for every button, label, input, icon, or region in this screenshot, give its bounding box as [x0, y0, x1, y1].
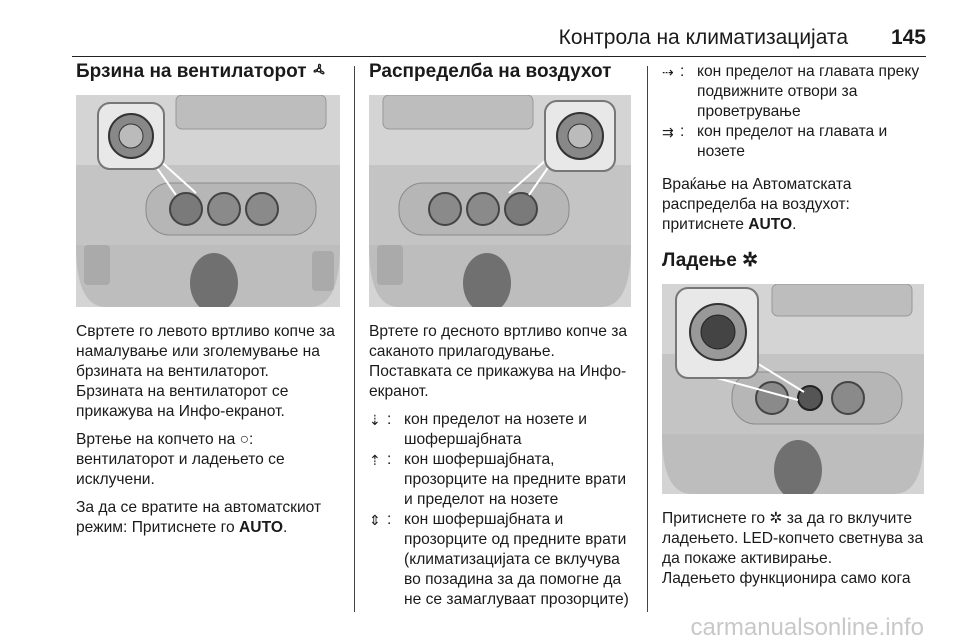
paragraph: Притиснете го ✲ за да го вклучите ладењето. LED-копчето светнува за да покаже активирање.: [662, 510, 924, 567]
air-distribution-heading: Распределба на воздухот: [369, 61, 612, 82]
page-title: Контрола на климатизацијата: [558, 26, 848, 49]
paragraph: Поставката се прикажува на Инфо-екранот.: [369, 363, 627, 400]
column-divider: [354, 66, 355, 612]
paragraph: За да се вратите на автоматскиот режим: Притиснете го AUTO.: [76, 499, 322, 536]
climate-control-photo-left-knob: [76, 95, 340, 307]
list-item: ⇕ : кон шофершајбната и прозорците од предните врати (климатизацијата се вклучува во позадина за да помогне да не се замаглуваат прозорците): [369, 511, 629, 608]
climate-control-photo-ac-button: [662, 284, 924, 494]
paragraph: Вртење на копчето на ○:: [76, 431, 254, 448]
column-divider: [647, 66, 648, 612]
snowflake-icon: ✲: [769, 510, 783, 527]
paragraph: Ладењето функционира само кога: [662, 570, 911, 587]
defrost-feet-icon: ⇕: [369, 512, 381, 528]
windscreen-vent-icon: ⇡: [369, 452, 381, 468]
page-number: 145: [890, 26, 926, 49]
column-cooling: [662, 62, 930, 597]
list-item: ⇉ : кон пределот на главата и нозете: [662, 123, 888, 160]
page-header: [0, 26, 960, 56]
feet-vent-icon: ⇣: [369, 412, 381, 428]
fan-icon: [312, 62, 326, 78]
column-air-distribution: [369, 62, 635, 610]
paragraph: Вртете го десното вртливо копче за саканото прилагодување.: [369, 323, 628, 360]
head-feet-vent-icon: ⇉: [662, 124, 674, 140]
fan-speed-heading: Брзина на вентилаторот: [76, 62, 342, 82]
list-item: ⇢ : кон пределот на главата преку подвижните отвори за проветрување: [662, 63, 920, 120]
snowflake-icon: ✲: [742, 250, 758, 271]
climate-control-photo-right-knob: [369, 95, 631, 307]
head-vent-icon: ⇢: [662, 64, 674, 80]
paragraph: Свртете го левото вртливо копче за намалување или зголемување на брзината на вентилаторот.: [76, 323, 335, 380]
watermark: carmanualsonline.info: [690, 614, 924, 641]
column-fan-speed: [76, 62, 342, 546]
paragraph: Брзината на вентилаторот се прикажува на Инфо-екранот.: [76, 383, 289, 420]
list-item: ⇣ : кон пределот на нозете и шофершајбната: [369, 411, 587, 448]
list-item: ⇡ : кон шофершајбната, прозорците на предните врати и пределот на нозете: [369, 451, 627, 508]
cooling-heading: Ладење ✲: [662, 250, 758, 271]
paragraph: вентилаторот и ладењето се исклучени.: [76, 451, 285, 488]
paragraph: Враќање на Автоматската распределба на воздухот: притиснете AUTO.: [662, 176, 852, 233]
header-rule: [72, 56, 926, 57]
